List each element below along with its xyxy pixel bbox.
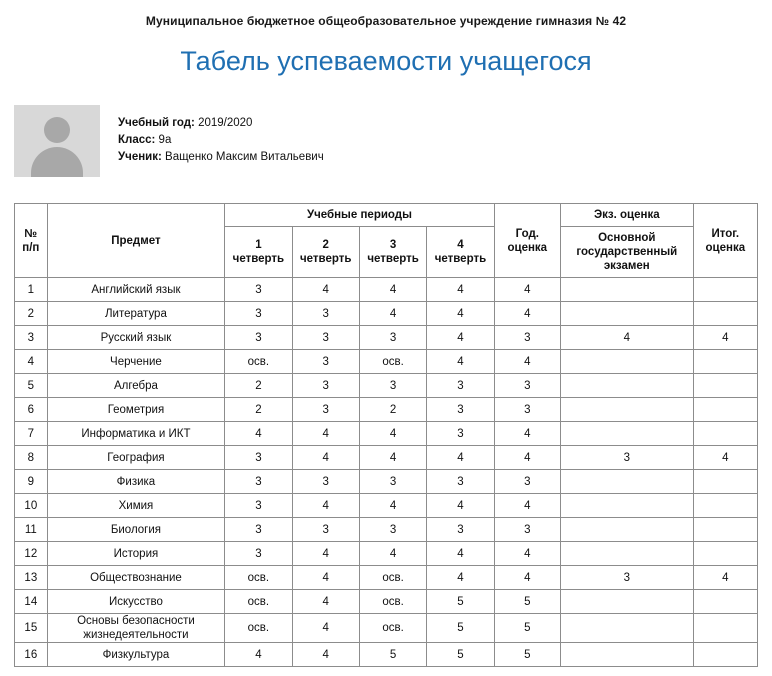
cell-subject: Биология bbox=[47, 518, 225, 542]
cell-number: 2 bbox=[15, 302, 48, 326]
cell-quarter-3: 4 bbox=[359, 494, 426, 518]
cell-quarter-2: 4 bbox=[292, 542, 359, 566]
cell-exam-grade: 4 bbox=[560, 326, 693, 350]
cell-quarter-2: 4 bbox=[292, 590, 359, 614]
page-title: Табель успеваемости учащегося bbox=[180, 46, 592, 76]
header-year-grade: Год. оценка bbox=[494, 204, 560, 278]
cell-quarter-2: 3 bbox=[292, 374, 359, 398]
cell-number: 11 bbox=[15, 518, 48, 542]
cell-exam-grade bbox=[560, 374, 693, 398]
student-class-value: 9а bbox=[158, 134, 172, 146]
cell-quarter-3: 3 bbox=[359, 374, 426, 398]
table-row bbox=[15, 470, 758, 494]
organization-name: Муниципальное бюджетное общеобразовательное учреждение гимназия № 42 bbox=[145, 14, 627, 28]
cell-number: 13 bbox=[15, 566, 48, 590]
cell-final-grade: 4 bbox=[693, 446, 757, 470]
table-row bbox=[15, 350, 758, 374]
cell-quarter-4: 3 bbox=[427, 398, 494, 422]
student-block bbox=[0, 83, 772, 177]
cell-quarter-3: осв. bbox=[359, 566, 426, 590]
cell-year-grade: 5 bbox=[494, 614, 560, 643]
header-exam-group: Экз. оценка bbox=[560, 204, 693, 227]
cell-exam-grade bbox=[560, 643, 693, 667]
cell-number: 9 bbox=[15, 470, 48, 494]
cell-number: 5 bbox=[15, 374, 48, 398]
cell-quarter-3: 4 bbox=[359, 422, 426, 446]
cell-final-grade: 4 bbox=[693, 566, 757, 590]
student-info bbox=[100, 105, 324, 166]
cell-subject: Русский язык bbox=[47, 326, 225, 350]
cell-exam-grade bbox=[560, 614, 693, 643]
cell-quarter-4: 4 bbox=[427, 566, 494, 590]
cell-quarter-1: 3 bbox=[225, 518, 292, 542]
table-header-row-1 bbox=[15, 204, 758, 227]
cell-final-grade bbox=[693, 374, 757, 398]
cell-subject: Химия bbox=[47, 494, 225, 518]
cell-quarter-2: 4 bbox=[292, 643, 359, 667]
cell-exam-grade bbox=[560, 470, 693, 494]
cell-quarter-4: 4 bbox=[427, 326, 494, 350]
table-row bbox=[15, 494, 758, 518]
cell-subject: Литература bbox=[47, 302, 225, 326]
cell-quarter-2: 3 bbox=[292, 398, 359, 422]
cell-subject: Физика bbox=[47, 470, 225, 494]
header-quarter-3: 3 четверть bbox=[359, 227, 426, 278]
cell-year-grade: 3 bbox=[494, 470, 560, 494]
cell-year-grade: 4 bbox=[494, 542, 560, 566]
header-quarter-1: 1 четверть bbox=[225, 227, 292, 278]
user-placeholder-icon bbox=[44, 117, 70, 143]
table-row bbox=[15, 278, 758, 302]
cell-quarter-1: осв. bbox=[225, 590, 292, 614]
cell-quarter-4: 5 bbox=[427, 643, 494, 667]
cell-quarter-2: 3 bbox=[292, 302, 359, 326]
student-year-row bbox=[118, 115, 324, 132]
cell-final-grade bbox=[693, 350, 757, 374]
cell-exam-grade bbox=[560, 350, 693, 374]
header-final-grade: Итог. оценка bbox=[693, 204, 757, 278]
cell-quarter-2: 4 bbox=[292, 422, 359, 446]
cell-year-grade: 4 bbox=[494, 350, 560, 374]
cell-quarter-1: 3 bbox=[225, 302, 292, 326]
cell-quarter-3: 4 bbox=[359, 542, 426, 566]
cell-quarter-4: 4 bbox=[427, 542, 494, 566]
table-row bbox=[15, 614, 758, 643]
header-quarter-2: 2 четверть bbox=[292, 227, 359, 278]
cell-number: 3 bbox=[15, 326, 48, 350]
cell-number: 4 bbox=[15, 350, 48, 374]
table-row bbox=[15, 422, 758, 446]
cell-number: 1 bbox=[15, 278, 48, 302]
cell-subject: Информатика и ИКТ bbox=[47, 422, 225, 446]
cell-quarter-2: 4 bbox=[292, 278, 359, 302]
header-quarter-4: 4 четверть bbox=[427, 227, 494, 278]
cell-subject: География bbox=[47, 446, 225, 470]
cell-quarter-1: 3 bbox=[225, 326, 292, 350]
cell-number: 14 bbox=[15, 590, 48, 614]
cell-exam-grade bbox=[560, 278, 693, 302]
cell-final-grade bbox=[693, 643, 757, 667]
header-subject: Предмет bbox=[47, 204, 225, 278]
cell-subject: Черчение bbox=[47, 350, 225, 374]
cell-number: 12 bbox=[15, 542, 48, 566]
cell-number: 7 bbox=[15, 422, 48, 446]
header-exam-sub: Основной государственный экзамен bbox=[560, 227, 693, 278]
cell-final-grade bbox=[693, 494, 757, 518]
cell-subject: История bbox=[47, 542, 225, 566]
cell-final-grade bbox=[693, 470, 757, 494]
cell-year-grade: 3 bbox=[494, 374, 560, 398]
cell-subject: Обществознание bbox=[47, 566, 225, 590]
cell-year-grade: 3 bbox=[494, 398, 560, 422]
cell-quarter-3: 2 bbox=[359, 398, 426, 422]
cell-exam-grade bbox=[560, 494, 693, 518]
cell-quarter-1: 3 bbox=[225, 542, 292, 566]
student-class-row bbox=[118, 132, 324, 149]
cell-final-grade bbox=[693, 422, 757, 446]
cell-quarter-1: осв. bbox=[225, 614, 292, 643]
cell-subject: Алгебра bbox=[47, 374, 225, 398]
cell-exam-grade: 3 bbox=[560, 446, 693, 470]
cell-final-grade bbox=[693, 542, 757, 566]
cell-quarter-3: 3 bbox=[359, 470, 426, 494]
cell-exam-grade bbox=[560, 302, 693, 326]
cell-year-grade: 5 bbox=[494, 590, 560, 614]
cell-quarter-1: 3 bbox=[225, 278, 292, 302]
cell-quarter-2: 3 bbox=[292, 350, 359, 374]
cell-quarter-4: 4 bbox=[427, 302, 494, 326]
cell-subject: Искусство bbox=[47, 590, 225, 614]
cell-quarter-3: 4 bbox=[359, 278, 426, 302]
cell-quarter-3: осв. bbox=[359, 614, 426, 643]
student-name-value: Ващенко Максим Витальевич bbox=[165, 151, 324, 163]
cell-subject: Геометрия bbox=[47, 398, 225, 422]
cell-quarter-1: 4 bbox=[225, 643, 292, 667]
cell-subject: Основы безопасности жизнедеятельности bbox=[47, 614, 225, 643]
cell-year-grade: 4 bbox=[494, 494, 560, 518]
cell-quarter-1: осв. bbox=[225, 566, 292, 590]
cell-quarter-4: 4 bbox=[427, 494, 494, 518]
cell-number: 8 bbox=[15, 446, 48, 470]
cell-quarter-1: 3 bbox=[225, 470, 292, 494]
cell-final-grade: 4 bbox=[693, 326, 757, 350]
table-row bbox=[15, 643, 758, 667]
cell-quarter-2: 3 bbox=[292, 470, 359, 494]
cell-quarter-1: 2 bbox=[225, 374, 292, 398]
grades-table bbox=[14, 203, 758, 667]
cell-number: 16 bbox=[15, 643, 48, 667]
cell-quarter-2: 4 bbox=[292, 614, 359, 643]
cell-exam-grade bbox=[560, 398, 693, 422]
cell-quarter-1: 3 bbox=[225, 446, 292, 470]
cell-year-grade: 3 bbox=[494, 326, 560, 350]
student-year-value: 2019/2020 bbox=[198, 117, 253, 129]
cell-final-grade bbox=[693, 614, 757, 643]
cell-year-grade: 5 bbox=[494, 643, 560, 667]
cell-final-grade bbox=[693, 398, 757, 422]
cell-quarter-1: осв. bbox=[225, 350, 292, 374]
user-placeholder-body-icon bbox=[31, 147, 83, 177]
cell-quarter-3: 4 bbox=[359, 446, 426, 470]
cell-exam-grade bbox=[560, 518, 693, 542]
cell-quarter-3: 3 bbox=[359, 518, 426, 542]
cell-year-grade: 4 bbox=[494, 422, 560, 446]
cell-quarter-3: 5 bbox=[359, 643, 426, 667]
cell-quarter-2: 4 bbox=[292, 446, 359, 470]
table-body bbox=[15, 278, 758, 667]
table-head bbox=[15, 204, 758, 278]
cell-quarter-2: 3 bbox=[292, 518, 359, 542]
table-row bbox=[15, 542, 758, 566]
cell-exam-grade: 3 bbox=[560, 566, 693, 590]
table-row bbox=[15, 326, 758, 350]
cell-final-grade bbox=[693, 302, 757, 326]
student-class-label: Класс: bbox=[118, 134, 156, 146]
table-row bbox=[15, 446, 758, 470]
cell-subject: Английский язык bbox=[47, 278, 225, 302]
cell-quarter-4: 3 bbox=[427, 422, 494, 446]
cell-subject: Физкультура bbox=[47, 643, 225, 667]
cell-quarter-4: 3 bbox=[427, 470, 494, 494]
table-row bbox=[15, 302, 758, 326]
header-periods-group: Учебные периоды bbox=[225, 204, 494, 227]
table-row bbox=[15, 398, 758, 422]
cell-exam-grade bbox=[560, 542, 693, 566]
cell-year-grade: 4 bbox=[494, 446, 560, 470]
cell-year-grade: 4 bbox=[494, 566, 560, 590]
table-row bbox=[15, 374, 758, 398]
cell-year-grade: 4 bbox=[494, 278, 560, 302]
cell-quarter-4: 3 bbox=[427, 374, 494, 398]
cell-quarter-4: 5 bbox=[427, 590, 494, 614]
cell-final-grade bbox=[693, 590, 757, 614]
cell-exam-grade bbox=[560, 590, 693, 614]
cell-quarter-1: 2 bbox=[225, 398, 292, 422]
cell-quarter-4: 4 bbox=[427, 278, 494, 302]
cell-quarter-2: 4 bbox=[292, 566, 359, 590]
cell-quarter-4: 3 bbox=[427, 518, 494, 542]
student-year-label: Учебный год: bbox=[118, 117, 195, 129]
cell-quarter-2: 4 bbox=[292, 494, 359, 518]
cell-quarter-2: 3 bbox=[292, 326, 359, 350]
cell-quarter-1: 3 bbox=[225, 494, 292, 518]
cell-final-grade bbox=[693, 278, 757, 302]
table-row bbox=[15, 566, 758, 590]
cell-final-grade bbox=[693, 518, 757, 542]
header-number: № п/п bbox=[15, 204, 48, 278]
cell-exam-grade bbox=[560, 422, 693, 446]
cell-number: 6 bbox=[15, 398, 48, 422]
cell-quarter-4: 4 bbox=[427, 446, 494, 470]
student-name-label: Ученик: bbox=[118, 151, 162, 163]
table-row bbox=[15, 518, 758, 542]
cell-year-grade: 3 bbox=[494, 518, 560, 542]
cell-number: 10 bbox=[15, 494, 48, 518]
table-row bbox=[15, 590, 758, 614]
cell-year-grade: 4 bbox=[494, 302, 560, 326]
cell-quarter-1: 4 bbox=[225, 422, 292, 446]
cell-number: 15 bbox=[15, 614, 48, 643]
cell-quarter-4: 4 bbox=[427, 350, 494, 374]
cell-quarter-3: осв. bbox=[359, 350, 426, 374]
avatar bbox=[14, 105, 100, 177]
cell-quarter-3: 3 bbox=[359, 326, 426, 350]
cell-quarter-3: осв. bbox=[359, 590, 426, 614]
cell-quarter-3: 4 bbox=[359, 302, 426, 326]
cell-quarter-4: 5 bbox=[427, 614, 494, 643]
student-name-row bbox=[118, 149, 324, 166]
